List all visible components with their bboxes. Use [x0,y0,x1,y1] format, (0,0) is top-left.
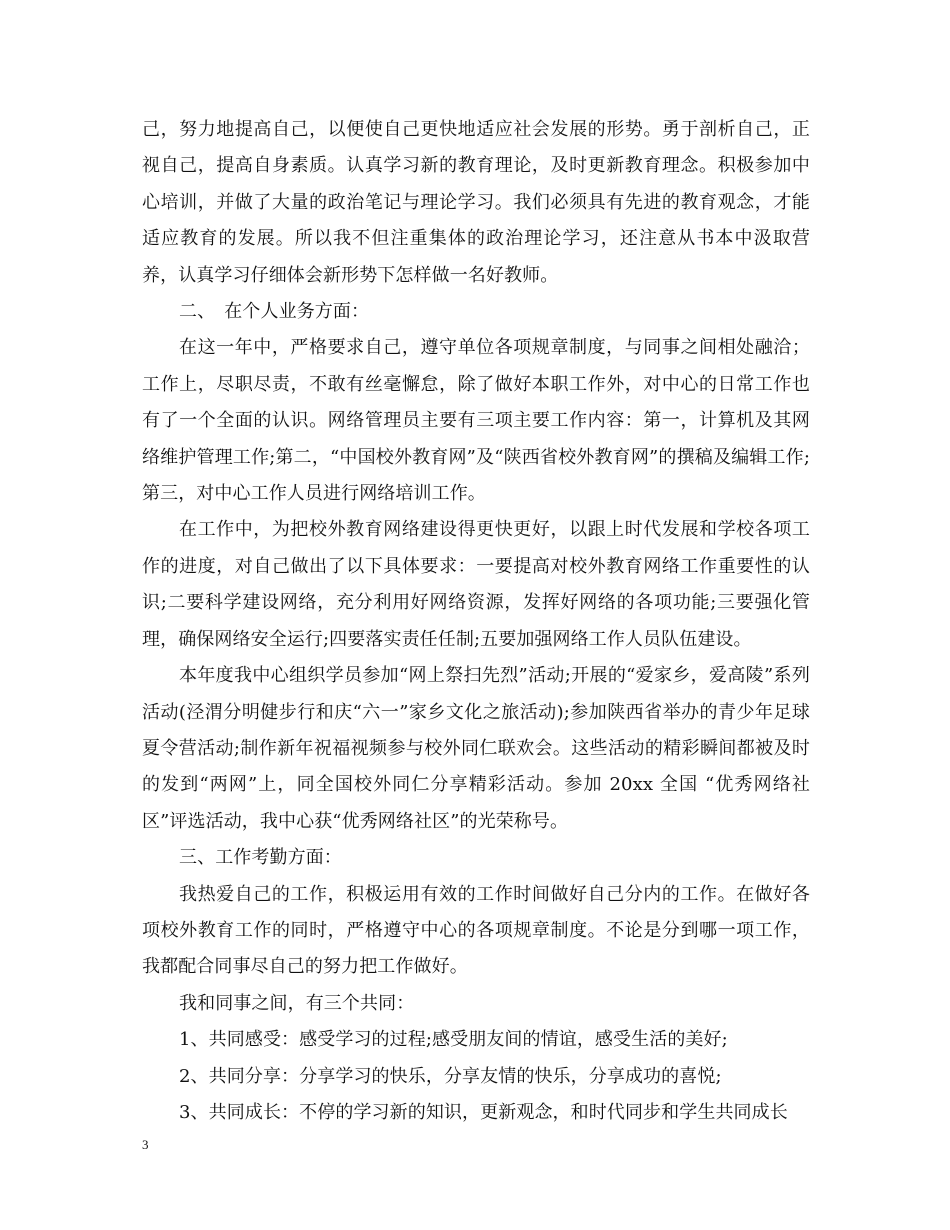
paragraph-three-commons-intro: 我和同事之间，有三个共同： [179,992,415,1014]
paragraph-network-requirements: 在工作中，为把校外教育网络建设得更快更好，以跟上时代发展和学校各项工作的进度，对自己做出了以下具体要求：一要提高对校外教育网络工作重要性的认识;二要科学建设网络，充分利用好网络资源，发挥好网络的各项功能;三要强化管理，确保网络安全运行;四要落实责任任制;五要加强网络工作人员队伍建设。 [142,519,810,650]
paragraph-activities: 本年度我中心组织学员参加“网上祭扫先烈”活动;开展的“爱家乡，爱高陵”系列活动(泾渭分明健步行和庆“六一”家乡文化之旅活动);参加陕西省举办的青少年足球夏令营活动;制作新年祝福视频参与校外同仁联欢会。这些活动的精彩瞬间都被及时的发到“两网”上，同全国校外同仁分享精彩活动。参加 20xx 全国 “优秀网络社区”评选活动，我中心获“优秀网络社区”的光荣称号。 [142,665,810,832]
paragraph-attendance: 我热爱自己的工作，积极运用有效的工作时间做好自己分内的工作。在做好各项校外教育工作的同时，严格遵守中心的各项规章制度。不论是分到哪一项工作，我都配合同事尽自己的努力把工作做好。 [142,883,810,978]
section-heading-attendance: 三、工作考勤方面： [179,847,342,869]
list-item-common-sharing: 2、共同分享：分享学习的快乐，分享友情的快乐，分享成功的喜悦; [179,1065,722,1087]
list-item-common-feeling: 1、共同感受：感受学习的过程;感受朋友间的情谊，感受生活的美好; [179,1029,728,1051]
document-body [142,112,810,1131]
paragraph-continuation: 己，努力地提高自己，以便使自己更快地适应社会发展的形势。勇于剖析自己，正视自己，提高自身素质。认真学习新的教育理论，及时更新教育理念。积极参加中心培训，并做了大量的政治笔记与理论学习。我们必须具有先进的教育观念，才能适应教育的发展。所以我不但注重集体的政治理论学习，还注意从书本中汲取营养，认真学习仔细体会新形势下怎样做一名好教师。 [142,119,810,286]
page-number: 3 [142,1137,149,1152]
section-heading-personal-work: 二、 在个人业务方面： [179,301,370,323]
paragraph-personal-work: 在这一年中，严格要求自己，遵守单位各项规章制度，与同事之间相处融洽；工作上，尽职尽责，不敢有丝毫懈怠，除了做好本职工作外，对中心的日常工作也有了一个全面的认识。网络管理员主要有三项主要工作内容：第一，计算机及其网络维护管理工作;第二，“中国校外教育网”及“陕西省校外教育网”的撰稿及编辑工作;第三，对中心工作人员进行网络培训工作。 [142,337,810,505]
list-item-common-growth: 3、共同成长：不停的学习新的知识，更新观念，和时代同步和学生共同成长 [179,1101,788,1123]
